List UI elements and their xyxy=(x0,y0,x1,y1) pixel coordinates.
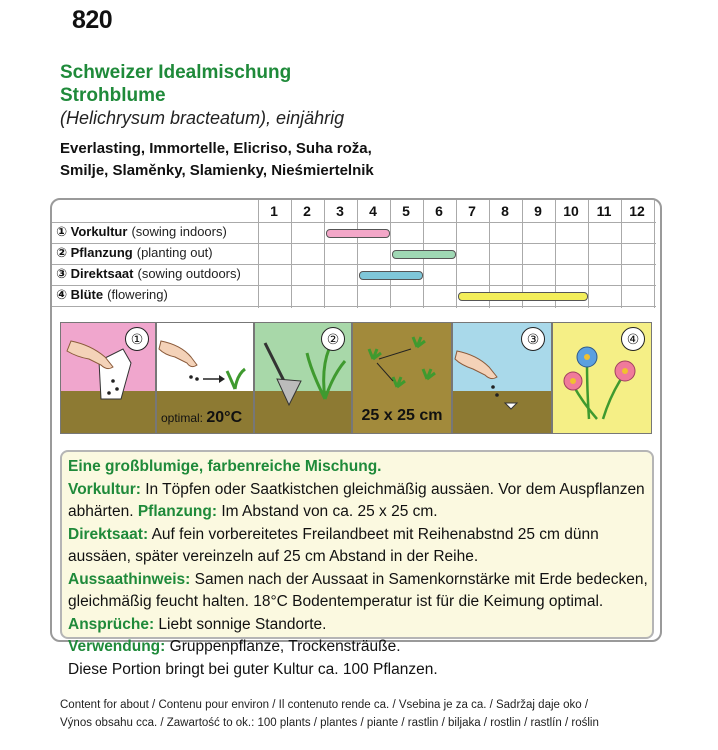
calendar-row xyxy=(52,222,660,243)
product-number: 820 xyxy=(72,6,113,34)
step-badge-2: ② xyxy=(321,327,345,351)
common-names-1: Everlasting, Immortelle, Elicriso, Suha roža, xyxy=(60,140,372,157)
panel-flowering xyxy=(552,322,652,434)
text-ansprueche: Liebt sonnige Standorte. xyxy=(154,615,327,633)
calendar-row xyxy=(52,285,660,306)
footer-line-1: Content for about / Contenu pour environ / Il contenuto rende ca. / Vsebina je za ca. / Sadržaj daje oko / xyxy=(60,699,589,711)
text-direktsaat: Auf fein vorbereitetes Freilandbeet mit Reihenabstnd 25 cm dünn aussäen, später vereinzeln auf 25 cm Abstand in der Reihe. xyxy=(68,525,599,565)
month-label: 8 xyxy=(501,203,509,219)
text-pflanzung: Im Abstand von ca. 25 x 25 cm. xyxy=(217,503,438,520)
portion-text: Diese Portion bringt bei guter Kultur ca. 100 Pflanzen. xyxy=(68,660,438,678)
panel-germination xyxy=(156,322,254,434)
period-bar xyxy=(458,292,588,301)
month-label: 6 xyxy=(435,203,443,219)
step-badge-4: ④ xyxy=(621,327,645,351)
text-verwendung: Gruppenpflanze, Trockensträuße. xyxy=(165,638,401,655)
label-ansprueche: Ansprüche: xyxy=(68,615,155,633)
grid-hline xyxy=(52,306,656,307)
month-label: 7 xyxy=(468,203,476,219)
period-bar xyxy=(392,250,456,259)
month-label: 11 xyxy=(596,203,612,219)
spacing-label: 25 x 25 cm xyxy=(361,407,443,424)
description-box xyxy=(60,450,654,678)
month-label: 1 xyxy=(270,203,278,219)
panel-planting-out xyxy=(254,322,352,434)
optimal-temperature: optimal: 20°C xyxy=(161,409,243,426)
panel-direct-sowing xyxy=(452,322,552,434)
headline: Eine großblumige, farbenreiche Mischung. xyxy=(68,458,382,475)
text-aussaathinweis: Samen nach der Aussaat in Samenkornstärke mit Erde bedecken, gleichmäßig feucht halten. 18°C Bodentemperatur ist für die Keimung optimal. xyxy=(68,570,648,610)
month-label: 4 xyxy=(369,203,377,219)
footer-content xyxy=(60,696,599,732)
row-label: ② Pflanzung (planting out) xyxy=(56,245,213,260)
description-text xyxy=(68,456,648,681)
period-bar xyxy=(326,229,390,238)
title-line-1: Schweizer Idealmischung xyxy=(60,62,292,83)
sowing-calendar xyxy=(50,198,662,678)
row-label: ④ Blüte (flowering) xyxy=(56,287,168,302)
row-label: ③ Direktsaat (sowing outdoors) xyxy=(56,266,241,281)
row-label: ① Vorkultur (sowing indoors) xyxy=(56,224,227,239)
month-label: 3 xyxy=(336,203,344,219)
label-vorkultur: Vorkultur: xyxy=(68,480,141,498)
calendar-row xyxy=(52,264,660,285)
label-aussaathinweis: Aussaathinweis: xyxy=(68,570,191,588)
month-label: 12 xyxy=(629,203,645,219)
calendar-row xyxy=(52,243,660,264)
title-line-2: Strohblume xyxy=(60,85,166,106)
month-label: 10 xyxy=(563,203,579,219)
label-direktsaat: Direktsaat: xyxy=(68,525,149,543)
month-label: 2 xyxy=(303,203,311,219)
panel-sowing-indoors xyxy=(60,322,156,434)
panel-spacing xyxy=(352,322,452,434)
step-badge-1: ① xyxy=(125,327,149,351)
label-verwendung: Verwendung: xyxy=(68,638,166,655)
latin-name: (Helichrysum bracteatum), einjährig xyxy=(60,108,345,128)
common-names-2: Smilje, Slaměnky, Slamienky, Nieśmiertelnik xyxy=(60,162,374,179)
month-label: 9 xyxy=(534,203,542,219)
step-badge-3: ③ xyxy=(521,327,545,351)
month-label: 5 xyxy=(402,203,410,219)
footer-line-2: Výnos obsahu cca. / Zawartość to ok.: 100 plants / plantes / piante / rastlin / biljaka / rostlin / rastlín / roślin xyxy=(60,717,599,729)
text-vorkultur: In Töpfen oder Saatkistchen gleichmäßig aussäen. Vor dem Auspflanzen abhärten. xyxy=(68,480,645,520)
label-pflanzung: Pflanzung: xyxy=(137,503,218,520)
period-bar xyxy=(359,271,423,280)
